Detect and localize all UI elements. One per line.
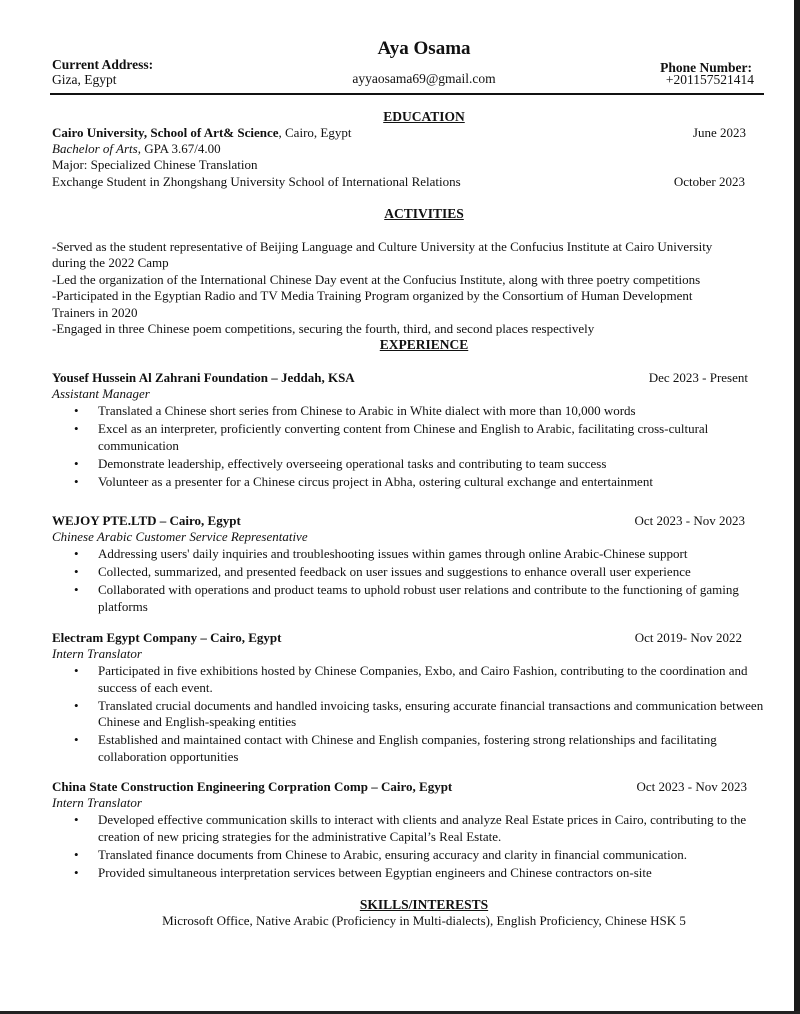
job-role: Intern Translator: [52, 795, 142, 810]
school-name: Cairo University, School of Art& Science: [52, 125, 279, 140]
job-date: Oct 2023 - Nov 2023: [636, 779, 747, 794]
job-bullet: • Demonstrate leadership, effectively overseeing operational tasks and contributing to team success: [52, 456, 787, 473]
candidate-name: Aya Osama: [377, 38, 471, 59]
experience-heading: EXPERIENCE: [379, 337, 469, 352]
job-bullet: • Collaborated with operations and product teams to uphold robust user relations and contribute to the functioning of gaming platforms: [52, 582, 787, 615]
activities-heading: ACTIVITIES: [384, 206, 464, 221]
exchange-date: October 2023: [673, 174, 745, 189]
job-company: Yousef Hussein Al Zahrani Foundation – Jeddah, KSA: [52, 370, 355, 385]
major-line: Major: Specialized Chinese Translation: [52, 157, 258, 172]
address-value: Giza, Egypt: [52, 72, 117, 87]
job-bullet: • Provided simultaneous interpretation services between Egyptian engineers and Chinese contractors on-site: [52, 865, 787, 882]
gpa: , GPA 3.67/4.00: [137, 141, 221, 156]
job-role: Chinese Arabic Customer Service Representative: [52, 529, 308, 544]
degree-name: Bachelor of Arts: [52, 141, 138, 156]
exchange-line: Exchange Student in Zhongshang University School of International Relations: [52, 174, 461, 189]
job-bullet: • Developed effective communication skills to interact with clients and analyze Real Estate prices in Cairo, contributing to the creation of new pricing strategies for the administrative Capital’s Real Estate.: [52, 812, 787, 845]
job-bullet: • Translated crucial documents and handled invoicing tasks, ensuring accurate financial transactions and communication between Chinese and English-speaking entities: [52, 698, 787, 731]
job-bullet: • Excel as an interpreter, proficiently converting content from Chinese and English to Arabic, facilitating cross-cultural communication: [52, 421, 787, 454]
job-bullet: • Participated in five exhibitions hosted by Chinese Companies, Exbo, and Cairo Fashion, contributing to the coordination and success of each event.: [52, 663, 787, 696]
job-bullets: [52, 663, 787, 767]
phone-value: +201157521414: [665, 72, 754, 87]
activity-line: -Participated in the Egyptian Radio and TV Media Training Program organized by the Consortium of Human Development: [52, 288, 693, 303]
skills-heading: SKILLS/INTERESTS: [359, 897, 489, 912]
email-address: ayyaosama69@gmail.com: [352, 71, 496, 86]
job-date: Oct 2019- Nov 2022: [634, 630, 742, 645]
activity-line: during the 2022 Camp: [52, 255, 169, 270]
education-heading: EDUCATION: [383, 109, 465, 124]
job-bullet: • Translated a Chinese short series from Chinese to Arabic in White dialect with more than 10,000 words: [52, 403, 787, 420]
job-role: Intern Translator: [52, 646, 142, 661]
job-bullets: [52, 812, 787, 883]
activity-line: -Engaged in three Chinese poem competitions, securing the fourth, third, and second places respectively: [52, 321, 595, 336]
job-bullet: • Collected, summarized, and presented feedback on user issues and suggestions to enhance overall user experience: [52, 564, 787, 581]
job-date: Oct 2023 - Nov 2023: [634, 513, 745, 528]
job-company: China State Construction Engineering Corpration Comp – Cairo, Egypt: [52, 779, 453, 794]
right-border: [794, 0, 800, 1014]
degree-line: [52, 141, 221, 157]
activity-line: Trainers in 2020: [52, 305, 138, 320]
job-bullets: [52, 546, 787, 617]
phone-label: Phone Number:: [660, 60, 752, 75]
skills-text: Microsoft Office, Native Arabic (Proficiency in Multi-dialects), English Proficiency, Chinese HSK 5: [162, 913, 686, 928]
activity-line: -Served as the student representative of Beijing Language and Culture University at the Confucius Institute at Cairo University: [52, 239, 713, 254]
header-divider: [50, 93, 764, 95]
school-location: , Cairo, Egypt: [278, 125, 352, 140]
job-date: Dec 2023 - Present: [648, 370, 748, 385]
job-bullet: • Translated finance documents from Chinese to Arabic, ensuring accuracy and clarity in financial communication.: [52, 847, 787, 864]
education-school-line: [52, 125, 351, 141]
job-bullet: • Established and maintained contact with Chinese and English companies, fostering strong relationships and facilitating collaboration opportunities: [52, 732, 787, 765]
graduation-date: June 2023: [692, 125, 746, 140]
activity-line: -Led the organization of the International Chinese Day event at the Confucius Institute, along with three poetry competitions: [52, 272, 701, 287]
job-role: Assistant Manager: [52, 386, 150, 401]
job-bullet: • Volunteer as a presenter for a Chinese circus project in Abha, ostering cultural exchange and entertainment: [52, 474, 787, 491]
job-company: WEJOY PTE.LTD – Cairo, Egypt: [52, 513, 241, 528]
job-company: Electram Egypt Company – Cairo, Egypt: [52, 630, 282, 645]
address-label: Current Address:: [52, 57, 154, 72]
job-bullet: • Addressing users' daily inquiries and troubleshooting issues within games through online Arabic-Chinese support: [52, 546, 787, 563]
job-bullets: [52, 403, 787, 492]
